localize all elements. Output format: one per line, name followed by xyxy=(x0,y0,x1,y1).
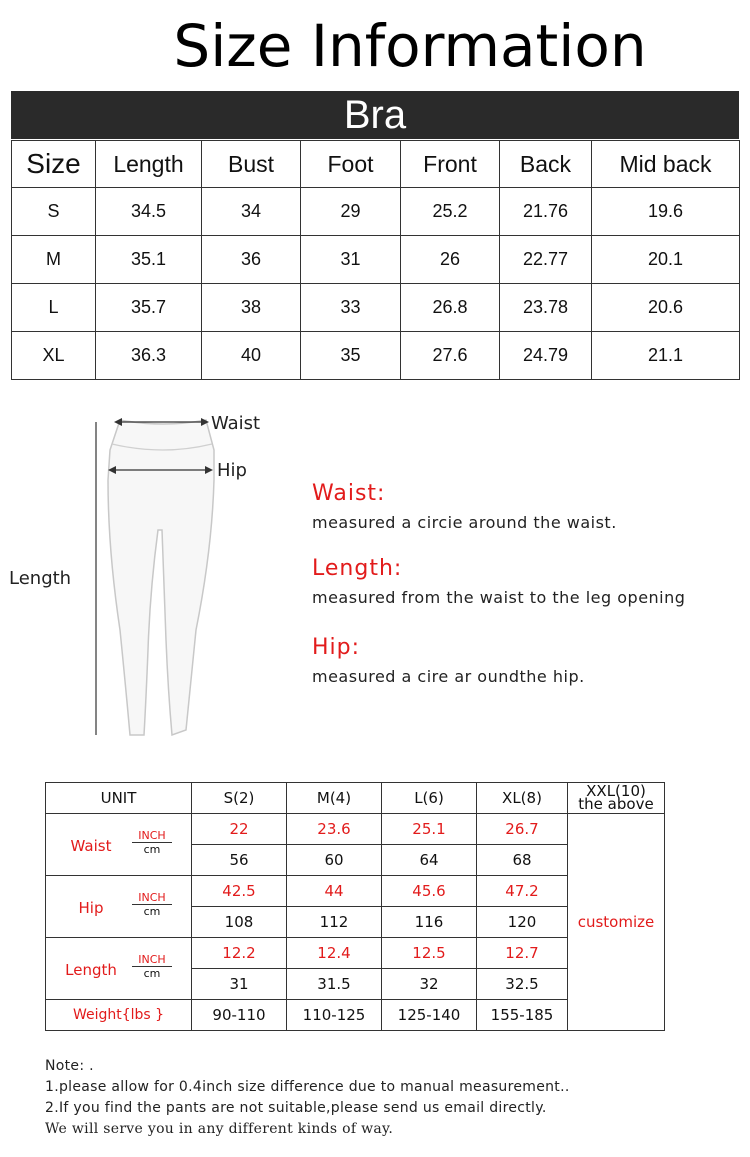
table-row xyxy=(12,284,740,332)
table-cell: 26.8 xyxy=(401,284,500,332)
table-cell: 31 xyxy=(301,236,401,284)
table-row xyxy=(12,236,740,284)
measure-name: Waist xyxy=(70,836,112,855)
waist-label: Waist xyxy=(211,413,261,434)
table-row xyxy=(12,188,740,236)
measure-label-cell xyxy=(46,938,192,1000)
table-cell: 68 xyxy=(477,845,568,876)
table-cell: 44 xyxy=(287,876,382,907)
measure-name: Length xyxy=(65,960,117,979)
bra-header-row xyxy=(12,141,740,188)
table-cell: 21.1 xyxy=(592,332,740,380)
table-cell: 110-125 xyxy=(287,1000,382,1031)
unit-indicator xyxy=(132,829,172,856)
bra-col-header: Mid back xyxy=(592,141,740,188)
bra-col-header: Foot xyxy=(301,141,401,188)
table-cell: 45.6 xyxy=(382,876,477,907)
note-line: 1.please allow for 0.4inch size difference due to manual measurement.. xyxy=(45,1079,570,1095)
table-cell: M xyxy=(12,236,96,284)
table-cell: 12.2 xyxy=(192,938,287,969)
xxl-header xyxy=(568,783,665,814)
unit-inch: INCH xyxy=(132,953,172,967)
size-header: S(2) xyxy=(192,783,287,814)
weight-label: Weight{lbs } xyxy=(46,1000,192,1031)
unit-indicator xyxy=(132,891,172,918)
table-cell: 31 xyxy=(192,969,287,1000)
table-cell: 90-110 xyxy=(192,1000,287,1031)
table-cell: 42.5 xyxy=(192,876,287,907)
note-line: We will serve you in any different kinds of way. xyxy=(45,1121,394,1137)
unit-cm: cm xyxy=(143,842,161,856)
xxl-header-line2: the above xyxy=(578,795,654,813)
table-cell: 34.5 xyxy=(96,188,202,236)
unit-indicator xyxy=(132,953,172,980)
measure-name: Hip xyxy=(78,898,104,917)
table-cell: 56 xyxy=(192,845,287,876)
table-cell: 47.2 xyxy=(477,876,568,907)
table-cell: L xyxy=(12,284,96,332)
measure-label-cell xyxy=(46,814,192,876)
table-cell: 155-185 xyxy=(477,1000,568,1031)
table-row xyxy=(46,814,665,845)
note-heading: Note: . xyxy=(45,1058,94,1074)
definition-text: measured a circie around the waist. xyxy=(312,513,617,532)
table-cell: 40 xyxy=(202,332,301,380)
table-cell: 21.76 xyxy=(500,188,592,236)
table-cell: 20.1 xyxy=(592,236,740,284)
table-cell: 22.77 xyxy=(500,236,592,284)
unit-cm: cm xyxy=(143,904,161,918)
table-cell: 36 xyxy=(202,236,301,284)
bra-col-header: Size xyxy=(12,141,96,188)
table-cell: 26 xyxy=(401,236,500,284)
table-cell: 116 xyxy=(382,907,477,938)
page-title: Size Information xyxy=(173,12,647,80)
table-cell: 24.79 xyxy=(500,332,592,380)
bra-col-header: Front xyxy=(401,141,500,188)
table-cell: 112 xyxy=(287,907,382,938)
hip-label: Hip xyxy=(217,460,247,481)
table-cell: 32 xyxy=(382,969,477,1000)
table-cell: 120 xyxy=(477,907,568,938)
note-line: 2.If you find the pants are not suitable,please send us email directly. xyxy=(45,1100,547,1116)
definition-text: measured a cire ar oundthe hip. xyxy=(312,667,585,686)
size-header: XL(8) xyxy=(477,783,568,814)
table-cell: 35.7 xyxy=(96,284,202,332)
table-cell: 19.6 xyxy=(592,188,740,236)
table-cell: 12.7 xyxy=(477,938,568,969)
pants-header-row xyxy=(46,783,665,814)
table-cell: 125-140 xyxy=(382,1000,477,1031)
unit-header: UNIT xyxy=(46,783,192,814)
table-cell: 108 xyxy=(192,907,287,938)
table-cell: 60 xyxy=(287,845,382,876)
table-cell: S xyxy=(12,188,96,236)
table-cell: 27.6 xyxy=(401,332,500,380)
table-row xyxy=(12,332,740,380)
unit-inch: INCH xyxy=(132,891,172,905)
unit-inch: INCH xyxy=(132,829,172,843)
table-cell: 12.5 xyxy=(382,938,477,969)
bra-col-header: Length xyxy=(96,141,202,188)
table-cell: 25.2 xyxy=(401,188,500,236)
definition-waist xyxy=(312,480,617,534)
size-header: M(4) xyxy=(287,783,382,814)
table-cell: 25.1 xyxy=(382,814,477,845)
definition-term: Length: xyxy=(312,556,403,581)
table-cell: 31.5 xyxy=(287,969,382,1000)
definition-term: Hip: xyxy=(312,635,361,660)
customize-cell: customize xyxy=(568,814,665,1031)
table-cell: 33 xyxy=(301,284,401,332)
xxl-header-line1: XXL(10) xyxy=(586,782,646,800)
definition-length xyxy=(312,555,685,609)
table-cell: 23.78 xyxy=(500,284,592,332)
table-cell: 29 xyxy=(301,188,401,236)
table-cell: 26.7 xyxy=(477,814,568,845)
bra-col-header: Bust xyxy=(202,141,301,188)
length-label: Length xyxy=(9,568,72,589)
bra-size-table xyxy=(11,140,740,380)
table-cell: 23.6 xyxy=(287,814,382,845)
definition-term: Waist: xyxy=(312,481,386,506)
table-cell: 32.5 xyxy=(477,969,568,1000)
pants-size-table xyxy=(45,782,665,1031)
table-cell: 38 xyxy=(202,284,301,332)
bra-table-header: Bra xyxy=(11,91,739,139)
table-cell: 36.3 xyxy=(96,332,202,380)
table-cell: 35.1 xyxy=(96,236,202,284)
table-cell: 20.6 xyxy=(592,284,740,332)
unit-cm: cm xyxy=(143,966,161,980)
leggings-measurement-figure xyxy=(0,400,300,745)
table-cell: 12.4 xyxy=(287,938,382,969)
table-cell: 34 xyxy=(202,188,301,236)
table-cell: 22 xyxy=(192,814,287,845)
bra-col-header: Back xyxy=(500,141,592,188)
table-cell: 35 xyxy=(301,332,401,380)
size-header: L(6) xyxy=(382,783,477,814)
definition-hip xyxy=(312,634,585,688)
notes-section xyxy=(45,1056,745,1140)
definition-text: measured from the waist to the leg opening xyxy=(312,588,686,607)
table-cell: XL xyxy=(12,332,96,380)
measure-label-cell xyxy=(46,876,192,938)
table-cell: 64 xyxy=(382,845,477,876)
